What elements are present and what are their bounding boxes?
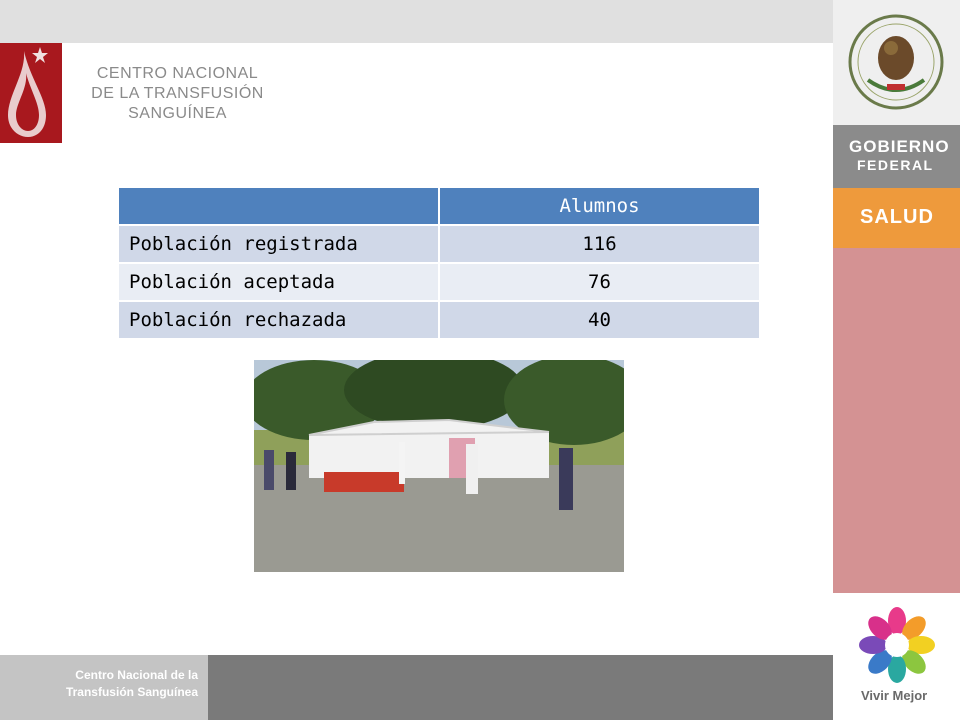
- org-title-line-3: SANGUÍNEA: [128, 105, 227, 122]
- top-bar: [0, 0, 833, 43]
- row-value: 40: [439, 301, 760, 339]
- row-label: Población rechazada: [118, 301, 439, 339]
- table-header-row: [118, 187, 760, 225]
- org-title-line-2: DE LA TRANSFUSIÓN: [91, 85, 264, 102]
- vivir-mejor-label: Vivir Mejor: [861, 688, 928, 703]
- sidebar-pink-panel: [833, 248, 960, 593]
- footer-line-2: Transfusión Sanguínea: [65, 685, 198, 699]
- salud-label: SALUD: [860, 206, 934, 228]
- footer-line-1: Centro Nacional de la: [75, 668, 198, 682]
- table-row: [118, 225, 760, 263]
- row-value: 76: [439, 263, 760, 301]
- event-photo: [254, 360, 624, 572]
- federal-label: FEDERAL: [857, 157, 934, 173]
- organization-title: [70, 64, 285, 124]
- vivir-mejor-flower-icon: [833, 593, 960, 688]
- row-label: Población registrada: [118, 225, 439, 263]
- row-value: 116: [439, 225, 760, 263]
- footer-right-panel: [208, 655, 833, 720]
- students-table: [117, 186, 761, 340]
- org-title-line-1: CENTRO NACIONAL: [96, 65, 259, 82]
- table-header-cell: [118, 187, 439, 225]
- blood-drop-logo-icon: [0, 43, 62, 143]
- table-row: [118, 263, 760, 301]
- gobierno-label: GOBIERNO: [849, 137, 950, 156]
- table-row: [118, 301, 760, 339]
- row-label: Población aceptada: [118, 263, 439, 301]
- footer-org-name: [66, 667, 198, 701]
- table-header-cell: Alumnos: [439, 187, 760, 225]
- vivir-mejor-logo: [833, 593, 960, 720]
- salud-banner: [833, 188, 960, 248]
- mexican-seal-icon: [833, 0, 960, 125]
- footer-left-panel: [0, 655, 208, 720]
- gobierno-federal-banner: [833, 125, 960, 188]
